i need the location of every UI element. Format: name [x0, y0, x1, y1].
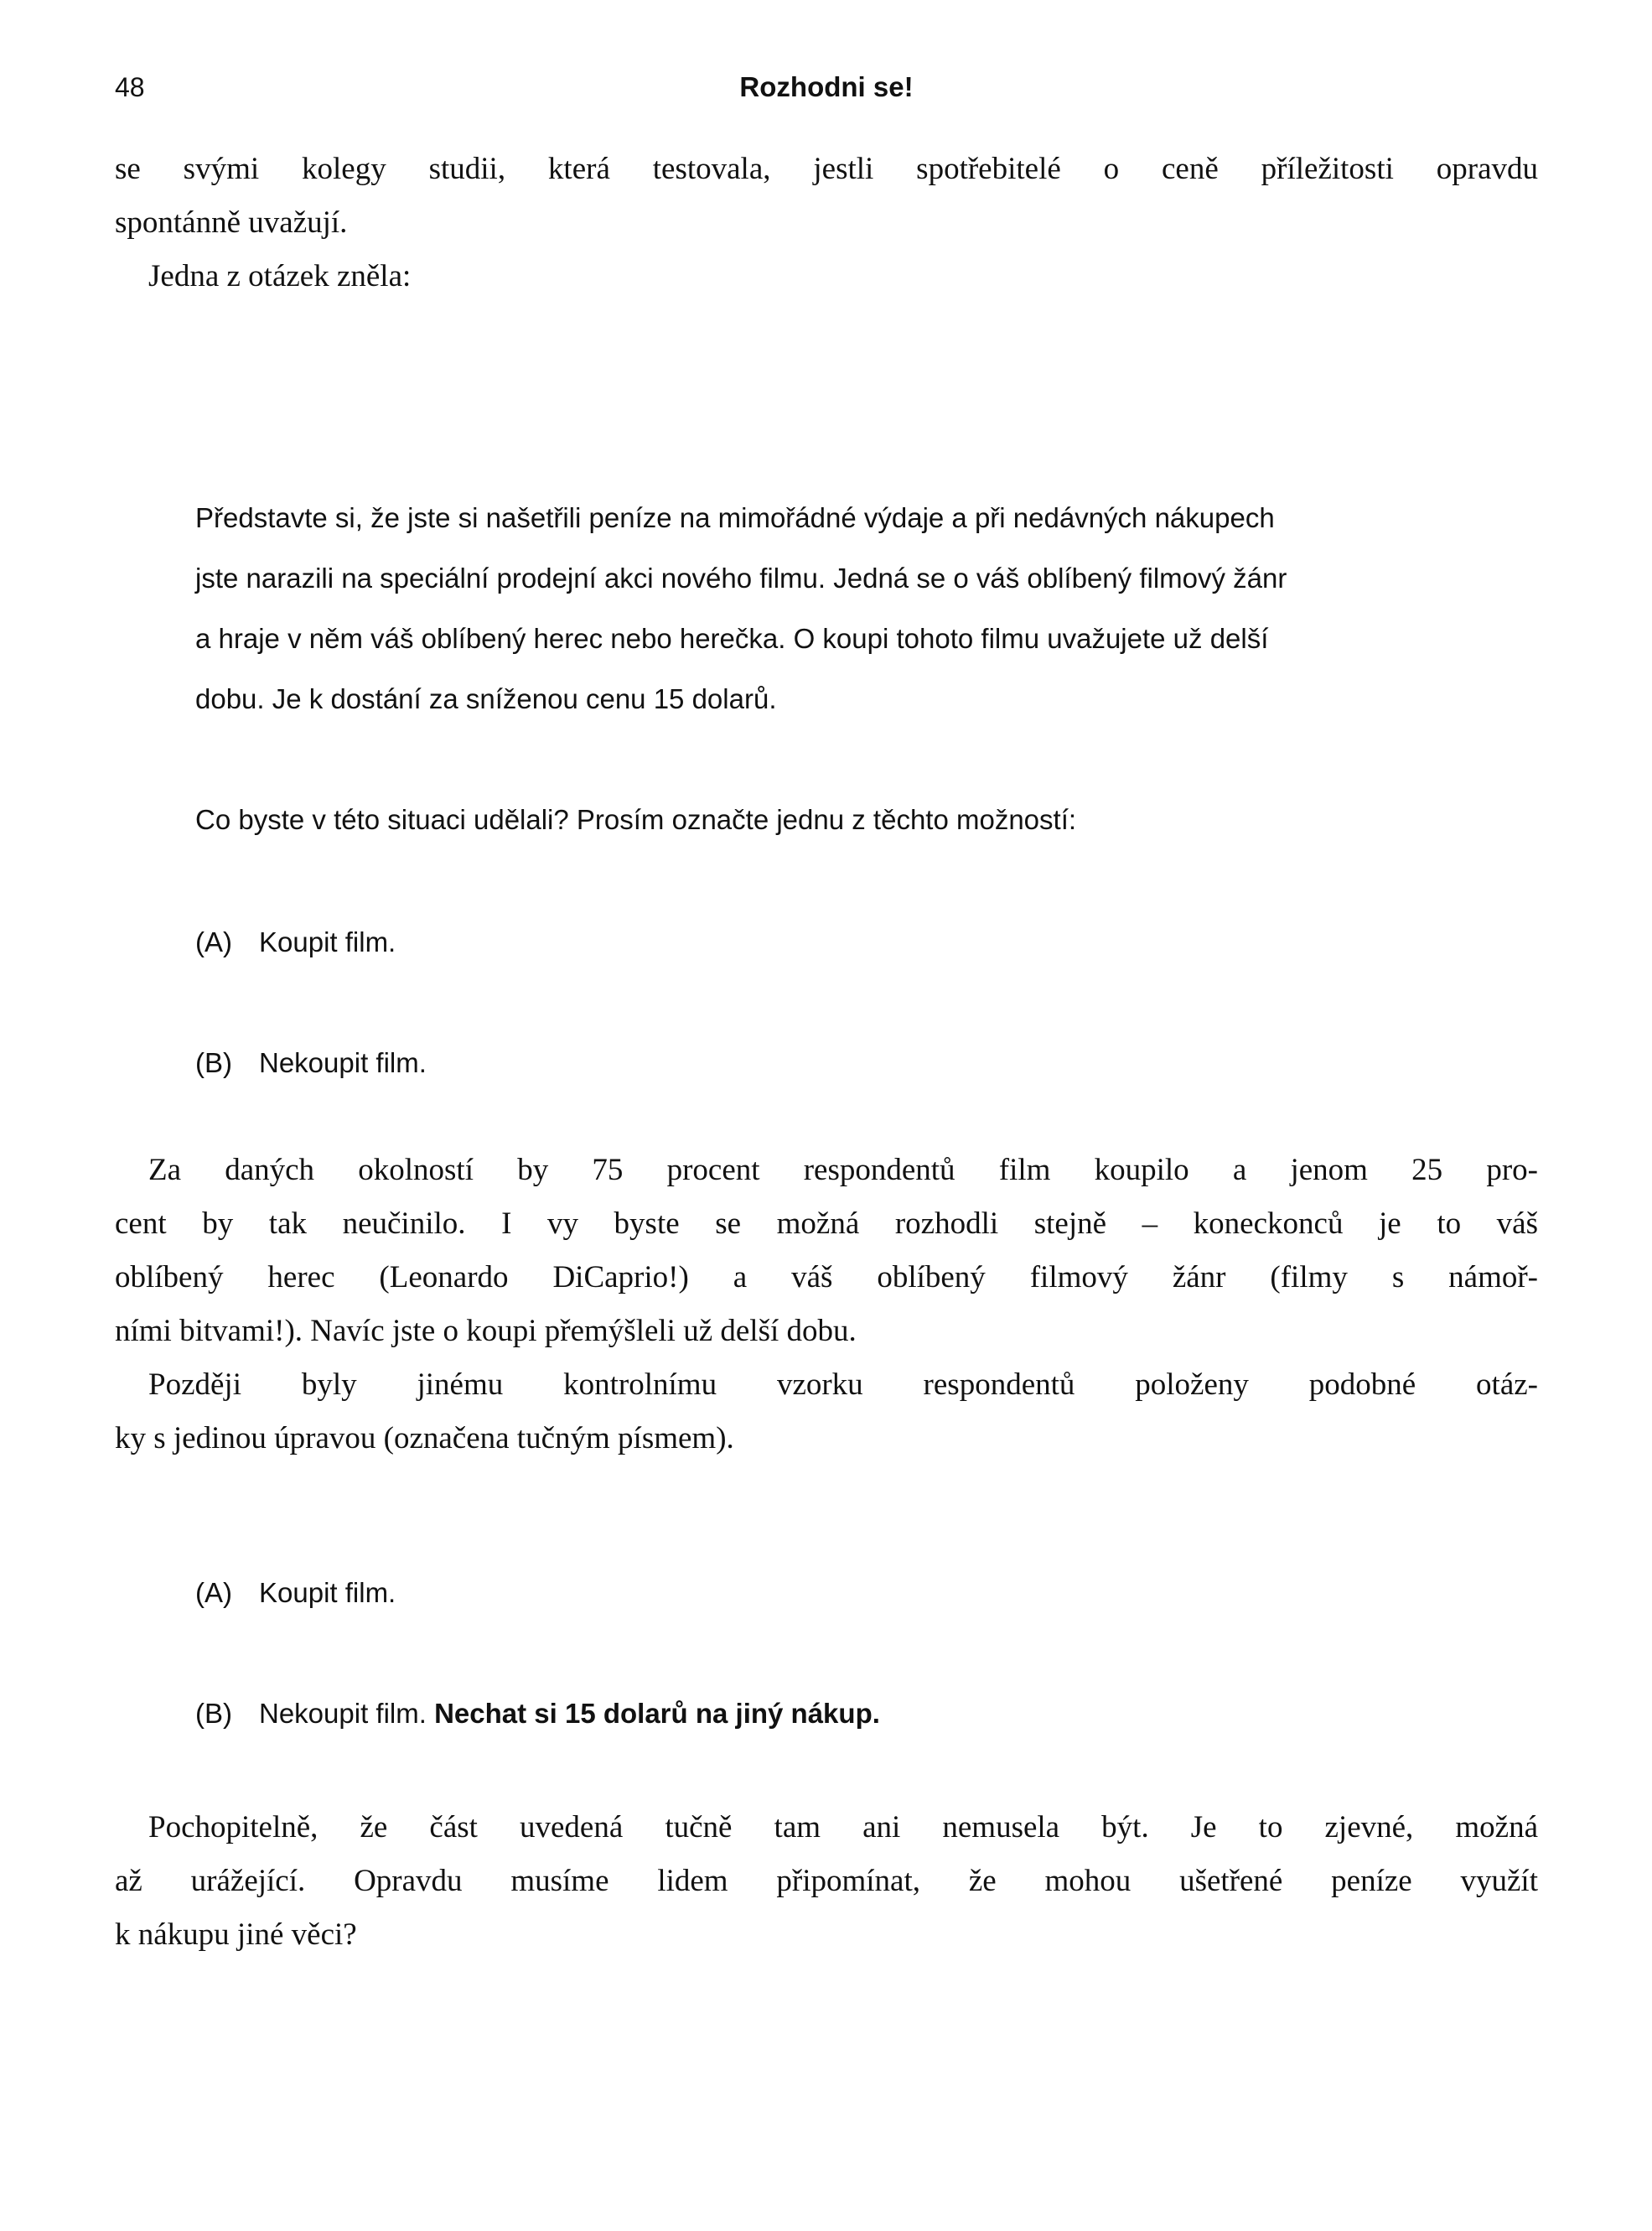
option-text: Koupit film.	[259, 926, 396, 957]
text-line: Jedna z otázek zněla:	[148, 259, 412, 293]
option-row-b	[195, 1033, 1538, 1093]
paragraph-closing	[115, 1801, 1538, 1962]
option-text: Nekoupit film.	[259, 1047, 427, 1078]
option-text	[259, 1684, 880, 1744]
option-row-a	[195, 912, 1538, 973]
text-line: dobu. Je k dostání za sníženou cenu 15 dolarů.	[195, 683, 777, 714]
text-line: až urážející. Opravdu musíme lidem připomínat, že mohou ušetřené peníze využít	[115, 1864, 1538, 1898]
option-label: (B)	[195, 1698, 232, 1729]
text-line: se svými kolegy studii, která testovala, jestli spotřebitelé o ceně příležitosti opravdu	[115, 152, 1538, 186]
page-number: 48	[115, 72, 145, 102]
option-row-b2	[195, 1684, 1538, 1744]
option-row-a2	[195, 1563, 1538, 1623]
text-line: ky s jedinou úpravou (označena tučným písmem).	[115, 1421, 734, 1455]
text-line: Později byly jinému kontrolnímu vzorku respondentů položeny podobné otáz-	[148, 1367, 1538, 1402]
text-line: oblíbený herec (Leonardo DiCaprio!) a váš oblíbený filmový žánr (filmy s námoř-	[115, 1260, 1538, 1294]
text-line: k nákupu jiné věci?	[115, 1917, 357, 1952]
text-line: cent by tak neučinilo. I vy byste se možná rozhodli stejně – koneckonců je to váš	[115, 1206, 1538, 1241]
text-line: spontánně uvažují.	[115, 205, 348, 240]
text-line: a hraje v něm váš oblíbený herec nebo herečka. O koupi tohoto filmu uvažujete už delší	[195, 623, 1269, 654]
option-label: (A)	[195, 926, 232, 957]
paragraph-intro	[115, 143, 1538, 250]
text-line: Co byste v této situaci udělali? Prosím označte jednu z těchto možností:	[195, 804, 1077, 835]
text-line: Představte si, že jste si našetřili peníze na mimořádné výdaje a při nedávných nákupech	[195, 502, 1275, 533]
text-line: Pochopitelně, že část uvedená tučně tam ani nemusela být. Je to zjevné, možná	[148, 1810, 1538, 1844]
text-line: jste narazili na speciální prodejní akci nového filmu. Jedná se o váš oblíbený filmový žánr	[195, 563, 1287, 594]
option-text: Koupit film.	[259, 1577, 396, 1608]
option-text-bold: Nechat si 15 dolarů na jiný nákup.	[434, 1698, 880, 1729]
paragraph-followup	[115, 1358, 1538, 1466]
text-line: ními bitvami!). Navíc jste o koupi přemýšleli už delší dobu.	[115, 1314, 857, 1348]
paragraph-lead-in	[115, 250, 1538, 304]
paragraph-results	[115, 1144, 1538, 1358]
survey-question	[195, 790, 1538, 850]
text-line: Za daných okolností by 75 procent respondentů film koupilo a jenom 25 pro-	[148, 1153, 1538, 1187]
survey-scenario	[195, 488, 1538, 729]
option-label: (A)	[195, 1577, 232, 1608]
option-text-normal: Nekoupit film.	[259, 1698, 435, 1729]
running-title: Rozhodni se!	[739, 71, 914, 102]
page-header	[115, 72, 1538, 102]
option-label: (B)	[195, 1047, 232, 1078]
